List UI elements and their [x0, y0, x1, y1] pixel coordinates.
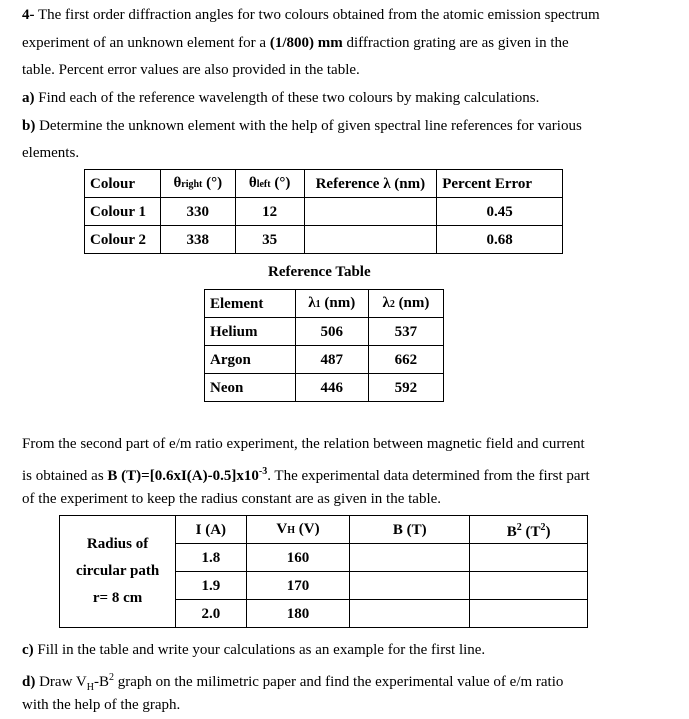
radius-label: Radius of circular path r= 8 cm	[60, 516, 176, 628]
table-header-row	[205, 290, 444, 318]
header-lambda-2: λ2 (nm)	[368, 290, 443, 318]
table-row: Colour 1 330 12 0.45	[85, 198, 563, 226]
b2-cell[interactable]	[470, 544, 588, 572]
intro-line-2: experiment of an unknown element for a (1/800) mm diffraction grating are as given in the	[22, 35, 569, 51]
part2-line-3: of the experiment to keep the radius constant are as given in the table.	[22, 491, 442, 507]
reference-cell[interactable]	[304, 226, 437, 254]
reference-table	[204, 289, 444, 402]
problem-number: 4-	[22, 7, 35, 23]
question-a: a) Find each of the reference wavelength of these two colours by making calculations.	[22, 90, 540, 106]
header-b: B (T)	[350, 516, 470, 544]
table-row: 1.9 170	[60, 572, 588, 600]
reference-cell[interactable]	[304, 198, 437, 226]
header-colour: Colour	[85, 170, 161, 198]
part2-line-2: is obtained as B $(T)=[0.6xI(A)-0.5]x10^{-3}$. The experimental data determined from the first part	[22, 466, 590, 484]
table-header-row	[85, 170, 563, 198]
question-b-line-2: elements.	[22, 145, 80, 161]
reference-table-caption: Reference Table	[268, 264, 371, 280]
header-hall-voltage: VH (V)	[246, 516, 350, 544]
header-theta-left: θleft (°)	[235, 170, 304, 198]
diffraction-table	[84, 169, 563, 254]
header-lambda-1: λ1 (nm)	[295, 290, 368, 318]
table-row: Colour 2 338 35 0.68	[85, 226, 563, 254]
question-d: d) Draw $V_H-B^2$ graph on the milimetric paper and find the experimental value of e/m ratio	[22, 672, 564, 693]
header-percent-error: Percent Error	[437, 170, 563, 198]
data-table	[59, 515, 588, 628]
question-d-line-2: with the help of the graph.	[22, 697, 181, 713]
question-b: b) Determine the unknown element with the help of given spectral line references for various	[22, 118, 582, 134]
b-cell[interactable]	[350, 600, 470, 628]
header-element: Element	[205, 290, 296, 318]
table-header-row	[60, 516, 588, 544]
table-row: 1.8 160	[60, 544, 588, 572]
part2-line-1: From the second part of e/m ratio experiment, the relation between magnetic field and current	[22, 436, 585, 452]
header-theta-right: θright (°)	[160, 170, 235, 198]
header-reference: Reference λ (nm)	[304, 170, 437, 198]
header-b-squared: $B^2$ $(T^2)$	[470, 516, 588, 544]
formula: B $(T)=[0.6xI(A)-0.5]x10^{-3}$	[107, 466, 268, 484]
b-cell[interactable]	[350, 544, 470, 572]
table-row: 2.0 180	[60, 600, 588, 628]
table-row: Neon 446 592	[205, 374, 444, 402]
b2-cell[interactable]	[470, 600, 588, 628]
b-cell[interactable]	[350, 572, 470, 600]
intro-line-3: table. Percent error values are also provided in the table.	[22, 62, 360, 78]
table-row: Helium 506 537	[205, 318, 444, 346]
table-row: Argon 487 662	[205, 346, 444, 374]
b2-cell[interactable]	[470, 572, 588, 600]
question-c: c) Fill in the table and write your calculations as an example for the first line.	[22, 642, 486, 658]
header-current: I (A)	[176, 516, 246, 544]
intro-line-1: 4- The first order diffraction angles for two colours obtained from the atomic emission spectrum	[22, 7, 600, 23]
